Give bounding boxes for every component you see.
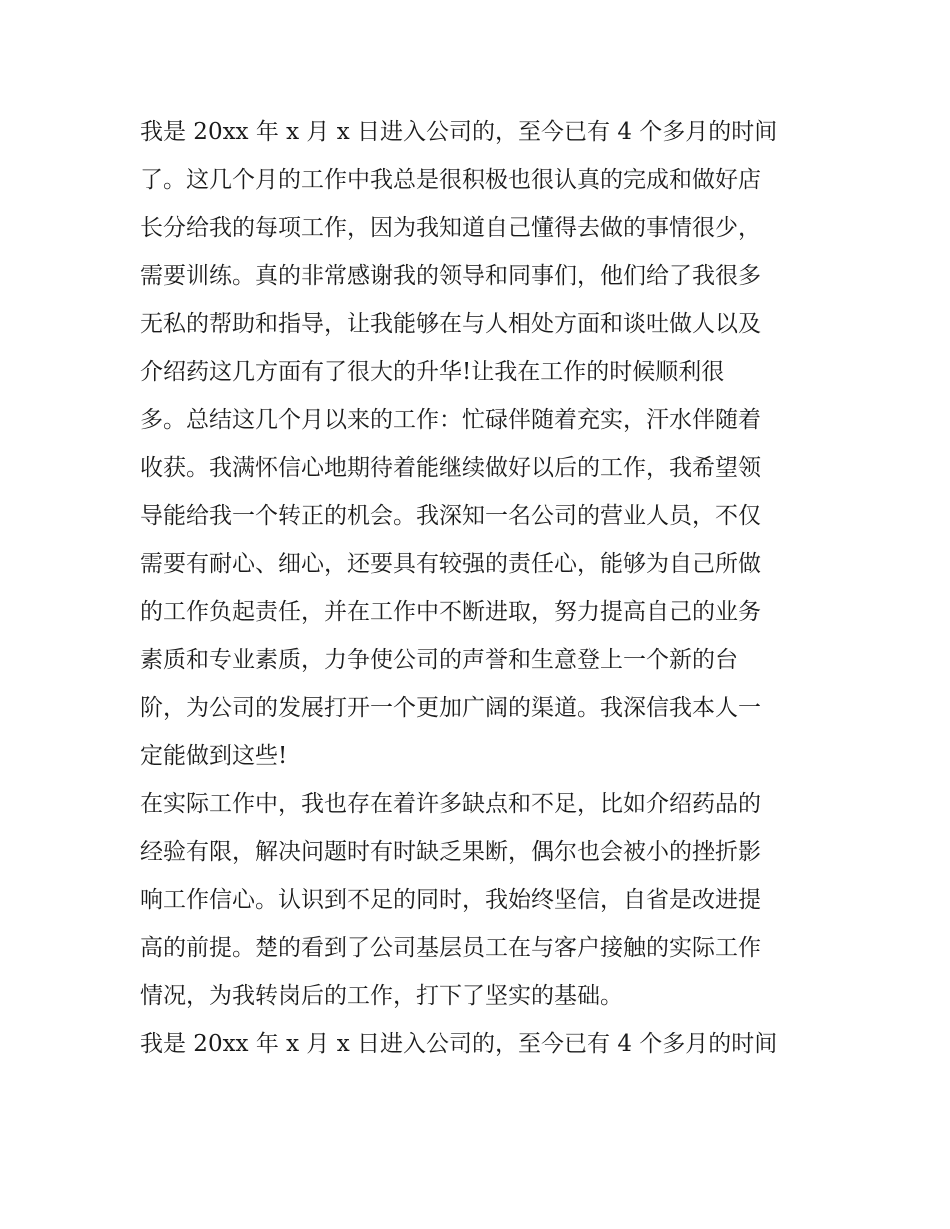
text-line: 经验有限，解决问题时有时缺乏果断，偶尔也会被小的挫折影 — [140, 839, 761, 865]
text-line: 多。总结这几个月以来的工作：忙碌伴随着充实，汗水伴随着 — [140, 407, 761, 433]
text-line: 的工作负起责任，并在工作中不断进取，努力提高自己的业务 — [140, 599, 761, 625]
text-line: 响工作信心。认识到不足的同时，我始终坚信，自省是改进提 — [140, 887, 761, 913]
text-line: 我是 20xx 年 x 月 x 日进入公司的，至今已有 4 个多月的时间 — [140, 119, 778, 145]
text-line: 导能给我一个转正的机会。我深知一名公司的营业人员，不仅 — [140, 503, 761, 529]
text-line: 定能做到这些! — [140, 743, 288, 769]
text-line: 收获。我满怀信心地期待着能继续做好以后的工作，我希望领 — [140, 455, 761, 481]
text-line: 需要训练。真的非常感谢我的领导和同事们，他们给了我很多 — [140, 263, 761, 289]
text-line: 需要有耐心、细心，还要具有较强的责任心，能够为自己所做 — [140, 551, 761, 577]
text-line: 在实际工作中，我也存在着许多缺点和不足，比如介绍药品的 — [140, 791, 761, 817]
document-body — [140, 108, 830, 1068]
text-line: 素质和专业素质，力争使公司的声誉和生意登上一个新的台 — [140, 647, 738, 673]
text-line: 了。这几个月的工作中我总是很积极也很认真的完成和做好店 — [140, 167, 761, 193]
text-line: 无私的帮助和指导，让我能够在与人相处方面和谈吐做人以及 — [140, 311, 761, 337]
text-line: 我是 20xx 年 x 月 x 日进入公司的，至今已有 4 个多月的时间 — [140, 1031, 778, 1057]
text-line: 高的前提。楚的看到了公司基层员工在与客户接触的实际工作 — [140, 935, 761, 961]
text-line: 介绍药这几方面有了很大的升华!让我在工作的时候顺利很 — [140, 359, 725, 385]
text-line: 长分给我的每项工作，因为我知道自己懂得去做的事情很少， — [140, 215, 761, 241]
text-line: 情况，为我转岗后的工作，打下了坚实的基础。 — [140, 983, 623, 1009]
text-line: 阶，为公司的发展打开一个更加广阔的渠道。我深信我本人一 — [140, 695, 761, 721]
